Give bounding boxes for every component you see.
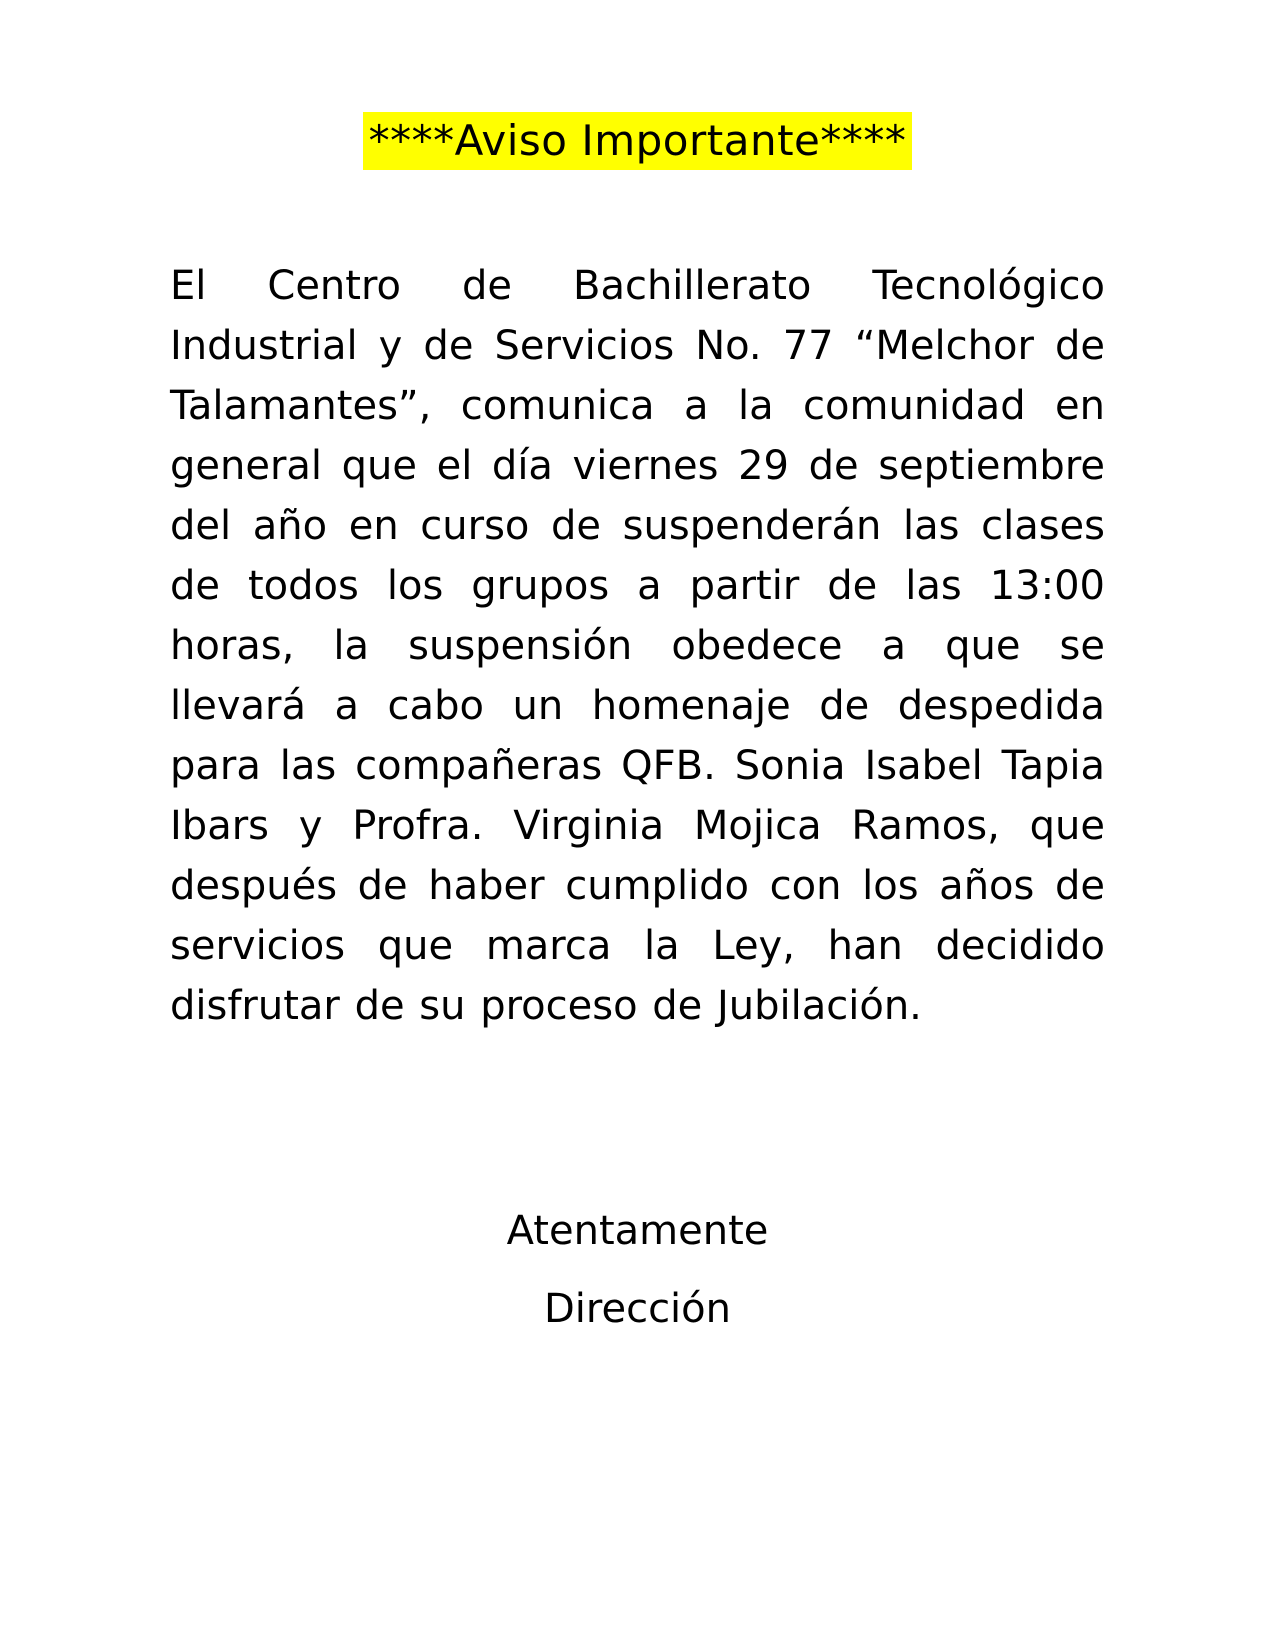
closing-direccion: Dirección xyxy=(543,1286,731,1332)
notice-paragraph: El Centro de Bachillerato Tecnológico Industrial y de Servicios No. 77 “Melchor de Talamantes”, comunica a la comunidad en general que el día viernes 29 de septiembre del año en curso de suspenderán las clases de todos los grupos a partir de las 13:00 horas, la suspensión obedece a que se llevará a cabo un homenaje de despedida para las compañeras QFB. Sonia Isabel Tapia Ibars y Profra. Virginia Mojica Ramos, que después de haber cumplido con los años de servicios que marca la Ley, han decidido disfrutar de su proceso de Jubilación. xyxy=(170,263,1105,1029)
closing-atentamente: Atentamente xyxy=(506,1208,769,1254)
title-container xyxy=(0,112,1275,170)
page-title: ****Aviso Importante**** xyxy=(363,112,913,170)
closing-block xyxy=(0,1201,1275,1339)
